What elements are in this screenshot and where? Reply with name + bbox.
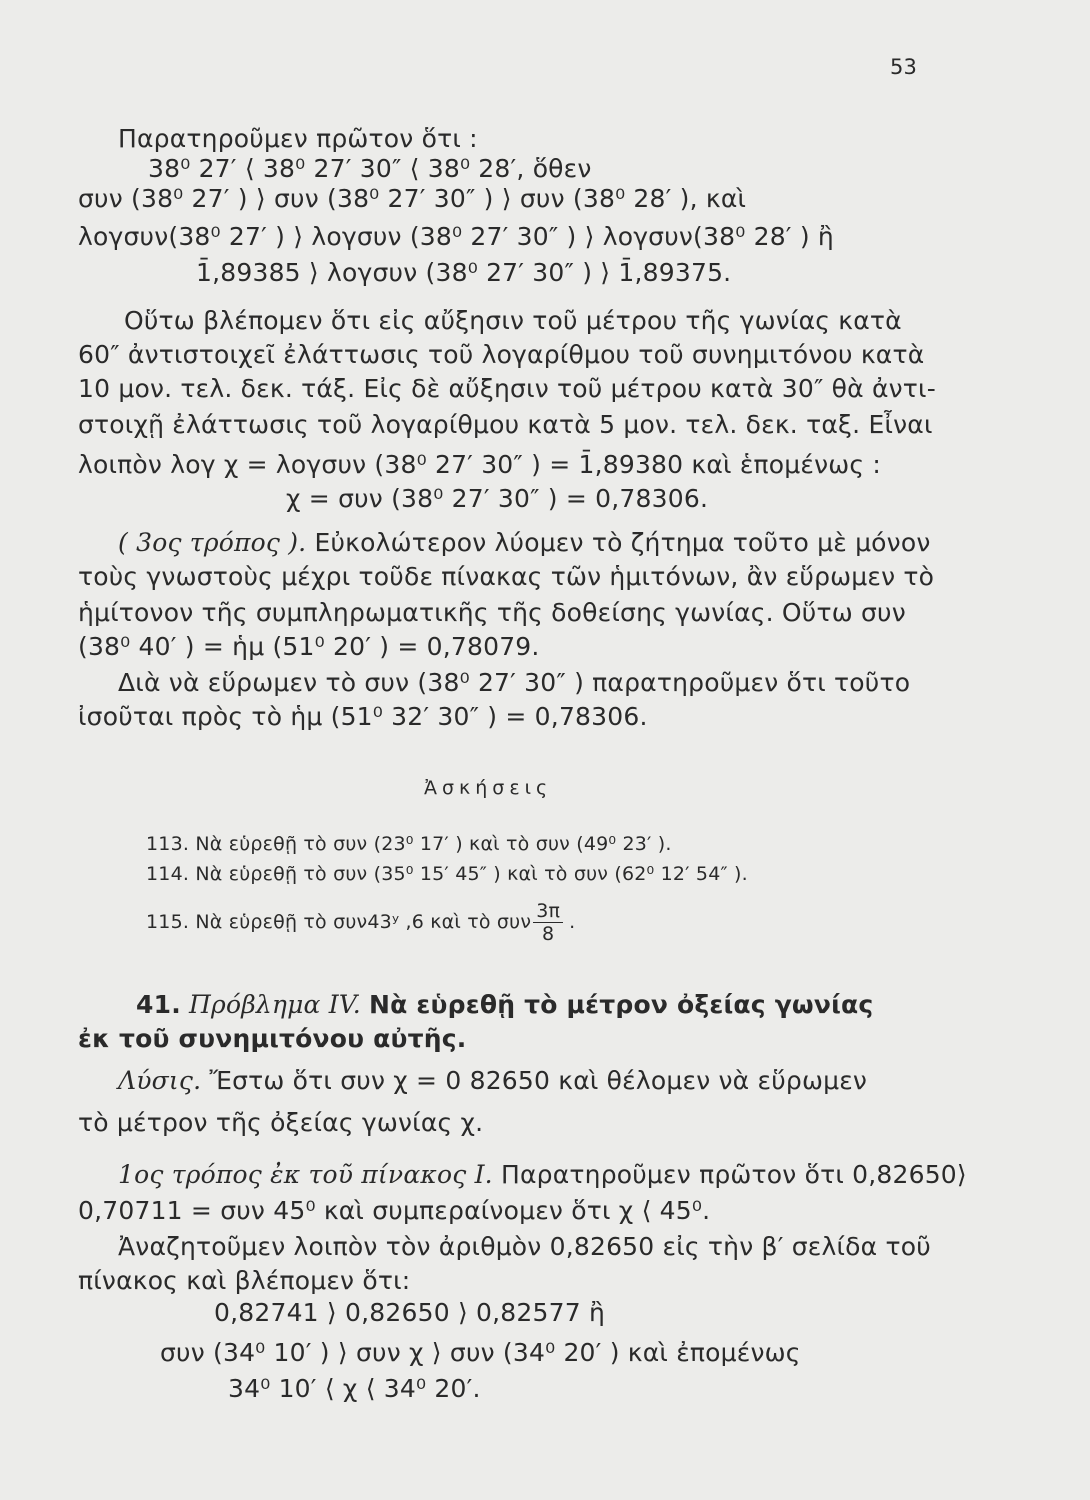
math-line: 34⁰ 10′ ⟨ χ ⟨ 34⁰ 20′. [228,1374,481,1403]
exercise-113: 113. Νὰ εὑρεθῇ τὸ συν (23⁰ 17′ ) καὶ τὸ συν (49⁰ 23′ ). [146,833,672,855]
solution-line [118,1066,867,1096]
math-line: λοιπὸν λογ χ = λογσυν (38⁰ 27′ 30″ ) = 1̄,89380 καὶ ἑπομένως : [78,450,882,479]
page-number: 53 [890,55,918,79]
exercise-115-end: . [569,911,576,933]
text-line: πίνακος καὶ βλέπομεν ὅτι: [78,1266,411,1295]
exercises-heading: Ἀσκήσεις [424,777,553,799]
text-line: στοιχῇ ἐλάττωσις τοῦ λογαρίθμου κατὰ 5 μον. τελ. δεκ. ταξ. Εἶναι [78,410,933,439]
text-line: Διὰ νὰ εὕρωμεν τὸ συν (38⁰ 27′ 30″ ) παρατηροῦμεν ὅτι τοῦτο [118,668,911,697]
math-line: λογσυν(38⁰ 27′ ) ⟩ λογσυν (38⁰ 27′ 30″ ) ⟩ λογσυν(38⁰ 28′ ) ἢ [78,222,834,251]
math-line: (38⁰ 40′ ) = ἡμ (51⁰ 20′ ) = 0,78079. [78,632,540,661]
math-line: συν (38⁰ 27′ ) ⟩ συν (38⁰ 27′ 30″ ) ⟩ συν (38⁰ 28′ ), καὶ [78,184,747,213]
method-3-line [118,528,931,558]
text-line: Παρατηροῦμεν πρῶτον ὅτι : [118,124,478,153]
math-line: 38⁰ 27′ ⟨ 38⁰ 27′ 30″ ⟨ 38⁰ 28′, ὅθεν [148,154,592,183]
problem-title-cont: ἐκ τοῦ συνημιτόνου αὐτῆς. [78,1024,467,1053]
text-line: 60″ ἀντιστοιχεῖ ἐλάττωσις τοῦ λογαρίθμου τοῦ συνημιτόνου κατὰ [78,340,925,369]
exercise-114: 114. Νὰ εὑρεθῇ τὸ συν (35⁰ 15′ 45″ ) καὶ τὸ συν (62⁰ 12′ 54″ ). [146,863,748,885]
math-line: 0,70711 = συν 45⁰ καὶ συμπεραίνομεν ὅτι χ ⟨ 45⁰. [78,1196,711,1225]
text-line: ἡμίτονον τῆς συμπληρωματικῆς τῆς δοθείσης γωνίας. Οὕτω συν [78,598,906,627]
fraction-denominator: 8 [542,923,555,945]
text-line: 10 μον. τελ. δεκ. τάξ. Εἰς δὲ αὔξησιν τοῦ μέτρου κατὰ 30″ θὰ ἀντι- [78,374,936,403]
solution-label: Λύσις. [118,1066,202,1095]
solution-text: Ἔστω ὅτι συν χ = 0 82650 καὶ θέλομεν νὰ εὕρωμεν [209,1066,868,1095]
problem-number: 41. [136,990,181,1019]
method-1-line [118,1160,967,1190]
text-line: ἰσοῦται πρὸς τὸ ἡμ (51⁰ 32′ 30″ ) = 0,78306. [78,702,648,731]
problem-heading [136,990,873,1020]
problem-label: Πρόβλημα IV. [189,990,361,1019]
math-line: χ = συν (38⁰ 27′ 30″ ) = 0,78306. [286,484,709,513]
text-line: Οὕτω βλέπομεν ὅτι εἰς αὔξησιν τοῦ μέτρου τῆς γωνίας κατὰ [124,306,902,335]
method-1-label: 1ος τρόπος ἐκ τοῦ πίνακος I. [118,1160,493,1189]
fraction-numerator: 3π [533,900,563,923]
text-line: τὸ μέτρον τῆς ὀξείας γωνίας χ. [78,1108,484,1137]
method-1-text: Παρατηροῦμεν πρῶτον ὅτι 0,82650⟩ [500,1160,967,1189]
problem-title: Νὰ εὑρεθῇ τὸ μέτρον ὀξείας γωνίας [369,990,874,1019]
math-line: 0,82741 ⟩ 0,82650 ⟩ 0,82577 ἢ [214,1298,606,1327]
text-line: Ἀναζητοῦμεν λοιπὸν τὸν ἀριθμὸν 0,82650 εἰς τὴν β′ σελίδα τοῦ [118,1232,931,1261]
method-3-label: ( 3ος τρόπος ). [118,528,307,557]
fraction [533,900,563,945]
method-3-text: Εὐκολώτερον λύομεν τὸ ζήτημα τοῦτο μὲ μόνον [314,528,931,557]
math-line: 1̄,89385 ⟩ λογσυν (38⁰ 27′ 30″ ) ⟩ 1̄,89375. [196,258,732,287]
math-line: συν (34⁰ 10′ ) ⟩ συν χ ⟩ συν (34⁰ 20′ ) καὶ ἐπομένως [160,1338,801,1367]
exercise-115 [146,900,575,945]
exercise-115-text: 115. Νὰ εὑρεθῇ τὸ συν43ʸ ,6 καὶ τὸ συν [146,911,532,933]
text-line: τοὺς γνωστοὺς μέχρι τοῦδε πίνακας τῶν ἡμιτόνων, ἂν εὕρωμεν τὸ [78,562,935,591]
